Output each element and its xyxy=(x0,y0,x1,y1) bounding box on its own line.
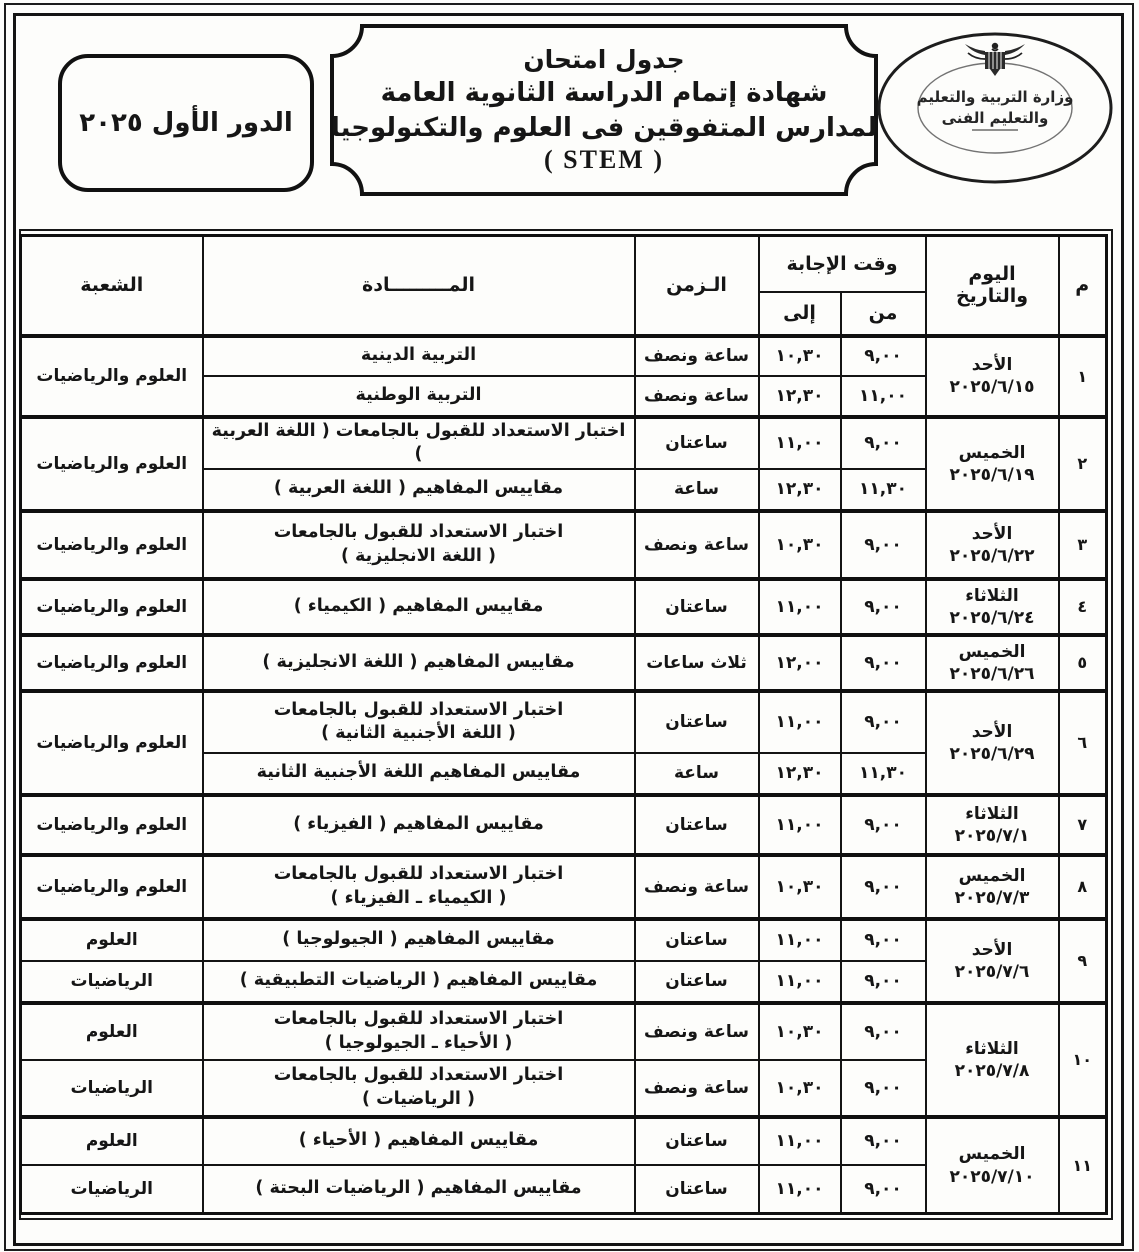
seal-arabic-line-1: وزارة التربية والتعليم xyxy=(916,88,1074,106)
day-date: ٢٠٢٥/٦/٢٦ xyxy=(949,663,1035,684)
day-name: الخميس xyxy=(958,1144,1026,1165)
subject-line-2: ( اللغة الانجليزية ) xyxy=(340,545,497,566)
header-day-date: اليوم والتاريخ xyxy=(926,236,1059,336)
cell-day-date xyxy=(926,1003,1059,1117)
cell-day-date xyxy=(926,417,1059,511)
cell-to: ١١,٠٠ xyxy=(759,417,841,469)
day-name: الثلاثاء xyxy=(965,803,1019,824)
cell-from: ٩,٠٠ xyxy=(841,919,926,961)
cell-duration: ساعة ونصف xyxy=(635,376,759,417)
cell-subject: مقاييس المفاهيم ( الكيمياء ) xyxy=(203,579,635,635)
cell-subject: اختبار الاستعداد للقبول بالجامعات ( اللغة العربية ) xyxy=(203,417,635,469)
cell-branch: الرياضيات xyxy=(21,1060,203,1117)
subject-line-2: ( الكيمياء ـ الفيزياء ) xyxy=(330,887,507,908)
subject-line-2: ( اللغة الأجنبية الثانية ) xyxy=(321,723,516,744)
day-date: ٢٠٢٥/٦/٢٤ xyxy=(949,607,1035,628)
day-name: الأحد xyxy=(971,721,1013,742)
cell-subject xyxy=(203,1003,635,1060)
day-name: الخميس xyxy=(958,641,1026,662)
cell-from: ٩,٠٠ xyxy=(841,795,926,855)
cell-subject xyxy=(203,1060,635,1117)
cell-branch: العلوم xyxy=(21,919,203,961)
ministry-seal xyxy=(872,28,1118,188)
exam-round-box xyxy=(58,54,314,192)
exam-schedule-table xyxy=(19,234,1108,1215)
cell-from: ٩,٠٠ xyxy=(841,511,926,579)
cell-subject: مقاييس المفاهيم ( الرياضيات التطبيقية ) xyxy=(203,961,635,1003)
cell-from: ٩,٠٠ xyxy=(841,336,926,376)
cell-subject: مقاييس المفاهيم ( اللغة العربية ) xyxy=(203,469,635,511)
cell-subject: مقاييس المفاهيم ( الأحياء ) xyxy=(203,1117,635,1165)
table-body xyxy=(21,336,1107,1214)
cell-num: ٨ xyxy=(1059,855,1107,919)
table-row xyxy=(21,635,1107,691)
cell-to: ١٠,٣٠ xyxy=(759,336,841,376)
table-row xyxy=(21,855,1107,919)
day-name: الأحد xyxy=(971,939,1013,960)
table-row xyxy=(21,691,1107,753)
cell-from: ١١,٠٠ xyxy=(841,376,926,417)
cell-to: ١٢,٣٠ xyxy=(759,376,841,417)
day-date: ٢٠٢٥/٧/٨ xyxy=(954,1060,1030,1081)
cell-num: ٣ xyxy=(1059,511,1107,579)
cell-duration: ساعة xyxy=(635,753,759,795)
cell-num: ١١ xyxy=(1059,1117,1107,1214)
cell-day-date xyxy=(926,691,1059,795)
cell-duration: ثلاث ساعات xyxy=(635,635,759,691)
day-date: ٢٠٢٥/٦/١٩ xyxy=(949,464,1035,485)
cell-to: ١١,٠٠ xyxy=(759,1117,841,1165)
cell-day-date xyxy=(926,855,1059,919)
title-text xyxy=(328,22,880,198)
cell-to: ١١,٠٠ xyxy=(759,795,841,855)
cell-num: ١٠ xyxy=(1059,1003,1107,1117)
cell-day-date xyxy=(926,635,1059,691)
cell-branch: العلوم والرياضيات xyxy=(21,635,203,691)
cell-from: ٩,٠٠ xyxy=(841,1165,926,1214)
day-name: الثلاثاء xyxy=(965,1038,1019,1059)
ministry-seal-svg xyxy=(872,28,1118,188)
header-from: من xyxy=(841,292,926,336)
cell-branch: العلوم والرياضيات xyxy=(21,855,203,919)
cell-branch: العلوم xyxy=(21,1117,203,1165)
table-row xyxy=(21,511,1107,579)
cell-duration: ساعتان xyxy=(635,417,759,469)
subject-line-1: اختبار الاستعداد للقبول بالجامعات xyxy=(273,522,564,543)
cell-subject: مقاييس المفاهيم اللغة الأجنبية الثانية xyxy=(203,753,635,795)
cell-day-date xyxy=(926,1117,1059,1214)
cell-to: ١١,٠٠ xyxy=(759,579,841,635)
cell-duration: ساعة ونصف xyxy=(635,855,759,919)
day-name: الثلاثاء xyxy=(965,585,1019,606)
cell-branch: العلوم والرياضيات xyxy=(21,579,203,635)
table-row xyxy=(21,417,1107,469)
cell-from: ٩,٠٠ xyxy=(841,635,926,691)
eagle-emblem xyxy=(965,43,1025,76)
day-date: ٢٠٢٥/٧/٣ xyxy=(954,887,1030,908)
table-row xyxy=(21,336,1107,376)
cell-from: ٩,٠٠ xyxy=(841,691,926,753)
cell-from: ٩,٠٠ xyxy=(841,1060,926,1117)
cell-subject xyxy=(203,855,635,919)
cell-to: ١١,٠٠ xyxy=(759,919,841,961)
cell-branch: العلوم والرياضيات xyxy=(21,691,203,795)
cell-duration: ساعتان xyxy=(635,1165,759,1214)
cell-num: ١ xyxy=(1059,336,1107,417)
table-row xyxy=(21,919,1107,961)
cell-to: ١٢,٠٠ xyxy=(759,635,841,691)
title-line-1: جدول امتحان xyxy=(523,45,685,75)
cell-to: ١٢,٣٠ xyxy=(759,469,841,511)
header-subject: المـــــــــادة xyxy=(203,236,635,336)
cell-subject xyxy=(203,691,635,753)
table-row xyxy=(21,579,1107,635)
cell-duration: ساعة xyxy=(635,469,759,511)
cell-to: ١١,٠٠ xyxy=(759,961,841,1003)
cell-duration: ساعة ونصف xyxy=(635,1060,759,1117)
title-plaque xyxy=(328,22,880,198)
cell-duration: ساعتان xyxy=(635,1117,759,1165)
cell-from: ٩,٠٠ xyxy=(841,961,926,1003)
cell-from: ٩,٠٠ xyxy=(841,1117,926,1165)
day-name: الخميس xyxy=(958,442,1026,463)
cell-to: ١١,٠٠ xyxy=(759,1165,841,1214)
cell-day-date xyxy=(926,919,1059,1003)
cell-duration: ساعة ونصف xyxy=(635,1003,759,1060)
cell-branch: العلوم والرياضيات xyxy=(21,417,203,511)
header-branch: الشعبة xyxy=(21,236,203,336)
subject-line-1: اختبار الاستعداد للقبول بالجامعات xyxy=(273,864,564,885)
cell-subject: التربية الدينية xyxy=(203,336,635,376)
header-answer-time: وقت الإجابة xyxy=(759,236,926,292)
cell-branch: العلوم والرياضيات xyxy=(21,511,203,579)
cell-num: ٤ xyxy=(1059,579,1107,635)
cell-subject xyxy=(203,511,635,579)
cell-duration: ساعتان xyxy=(635,919,759,961)
title-line-stem: ( STEM ) xyxy=(544,145,664,175)
header-num: م xyxy=(1059,236,1107,336)
cell-duration: ساعة ونصف xyxy=(635,511,759,579)
cell-to: ١٠,٣٠ xyxy=(759,511,841,579)
cell-duration: ساعة ونصف xyxy=(635,336,759,376)
cell-branch: العلوم والرياضيات xyxy=(21,336,203,417)
subject-line-1: اختبار الاستعداد للقبول بالجامعات xyxy=(273,1065,564,1086)
title-line-3: لمدارس المتفوقين فى العلوم والتكنولوجيا xyxy=(330,112,878,143)
schedule-table-frame xyxy=(19,229,1113,1220)
cell-from: ٩,٠٠ xyxy=(841,855,926,919)
day-date: ٢٠٢٥/٧/١٠ xyxy=(949,1166,1035,1187)
cell-num: ٥ xyxy=(1059,635,1107,691)
cell-num: ٧ xyxy=(1059,795,1107,855)
cell-day-date xyxy=(926,579,1059,635)
table-row xyxy=(21,1117,1107,1165)
cell-to: ١٠,٣٠ xyxy=(759,855,841,919)
day-name: الأحد xyxy=(971,354,1013,375)
cell-from: ٩,٠٠ xyxy=(841,417,926,469)
cell-to: ١١,٠٠ xyxy=(759,691,841,753)
cell-day-date xyxy=(926,511,1059,579)
cell-from: ١١,٣٠ xyxy=(841,469,926,511)
cell-branch: الرياضيات xyxy=(21,961,203,1003)
cell-subject: مقاييس المفاهيم ( الرياضيات البحتة ) xyxy=(203,1165,635,1214)
subject-line-1: اختبار الاستعداد للقبول بالجامعات xyxy=(273,1009,564,1030)
cell-branch: العلوم والرياضيات xyxy=(21,795,203,855)
header-duration: الـزمن xyxy=(635,236,759,336)
subject-line-1: اختبار الاستعداد للقبول بالجامعات xyxy=(273,699,564,720)
subject-line-2: ( الرياضيات ) xyxy=(362,1088,475,1109)
subject-line-2: ( الأحياء ـ الجيولوجيا ) xyxy=(324,1032,513,1053)
title-line-2: شهادة إتمام الدراسة الثانوية العامة xyxy=(380,78,828,109)
cell-branch: العلوم xyxy=(21,1003,203,1060)
cell-day-date xyxy=(926,795,1059,855)
cell-duration: ساعتان xyxy=(635,579,759,635)
cell-subject: التربية الوطنية xyxy=(203,376,635,417)
day-name: الخميس xyxy=(958,865,1026,886)
seal-ring-text xyxy=(872,28,878,31)
cell-from: ٩,٠٠ xyxy=(841,579,926,635)
cell-subject: مقاييس المفاهيم ( الفيزياء ) xyxy=(203,795,635,855)
day-date: ٢٠٢٥/٦/٢٩ xyxy=(949,743,1035,764)
exam-round-label: الدور الأول ٢٠٢٥ xyxy=(79,108,293,138)
cell-subject: مقاييس المفاهيم ( الجيولوجيا ) xyxy=(203,919,635,961)
cell-duration: ساعتان xyxy=(635,961,759,1003)
day-date: ٢٠٢٥/٦/١٥ xyxy=(949,377,1035,397)
cell-num: ٦ xyxy=(1059,691,1107,795)
cell-day-date xyxy=(926,336,1059,417)
table-row xyxy=(21,795,1107,855)
cell-to: ١٠,٣٠ xyxy=(759,1060,841,1117)
cell-duration: ساعتان xyxy=(635,691,759,753)
cell-num: ٢ xyxy=(1059,417,1107,511)
cell-subject: مقاييس المفاهيم ( اللغة الانجليزية ) xyxy=(203,635,635,691)
header-to: إلى xyxy=(759,292,841,336)
cell-to: ١٢,٣٠ xyxy=(759,753,841,795)
cell-from: ٩,٠٠ xyxy=(841,1003,926,1060)
seal-arabic-line-2: والتعليم الفنى xyxy=(941,109,1049,127)
day-name: الأحد xyxy=(971,523,1013,544)
table-header xyxy=(21,236,1107,336)
cell-to: ١٠,٣٠ xyxy=(759,1003,841,1060)
cell-duration: ساعتان xyxy=(635,795,759,855)
day-date: ٢٠٢٥/٧/٦ xyxy=(954,961,1030,982)
cell-branch: الرياضيات xyxy=(21,1165,203,1214)
table-row xyxy=(21,1003,1107,1060)
day-date: ٢٠٢٥/٦/٢٢ xyxy=(949,545,1035,566)
day-date: ٢٠٢٥/٧/١ xyxy=(954,825,1030,846)
cell-from: ١١,٣٠ xyxy=(841,753,926,795)
cell-num: ٩ xyxy=(1059,919,1107,1003)
